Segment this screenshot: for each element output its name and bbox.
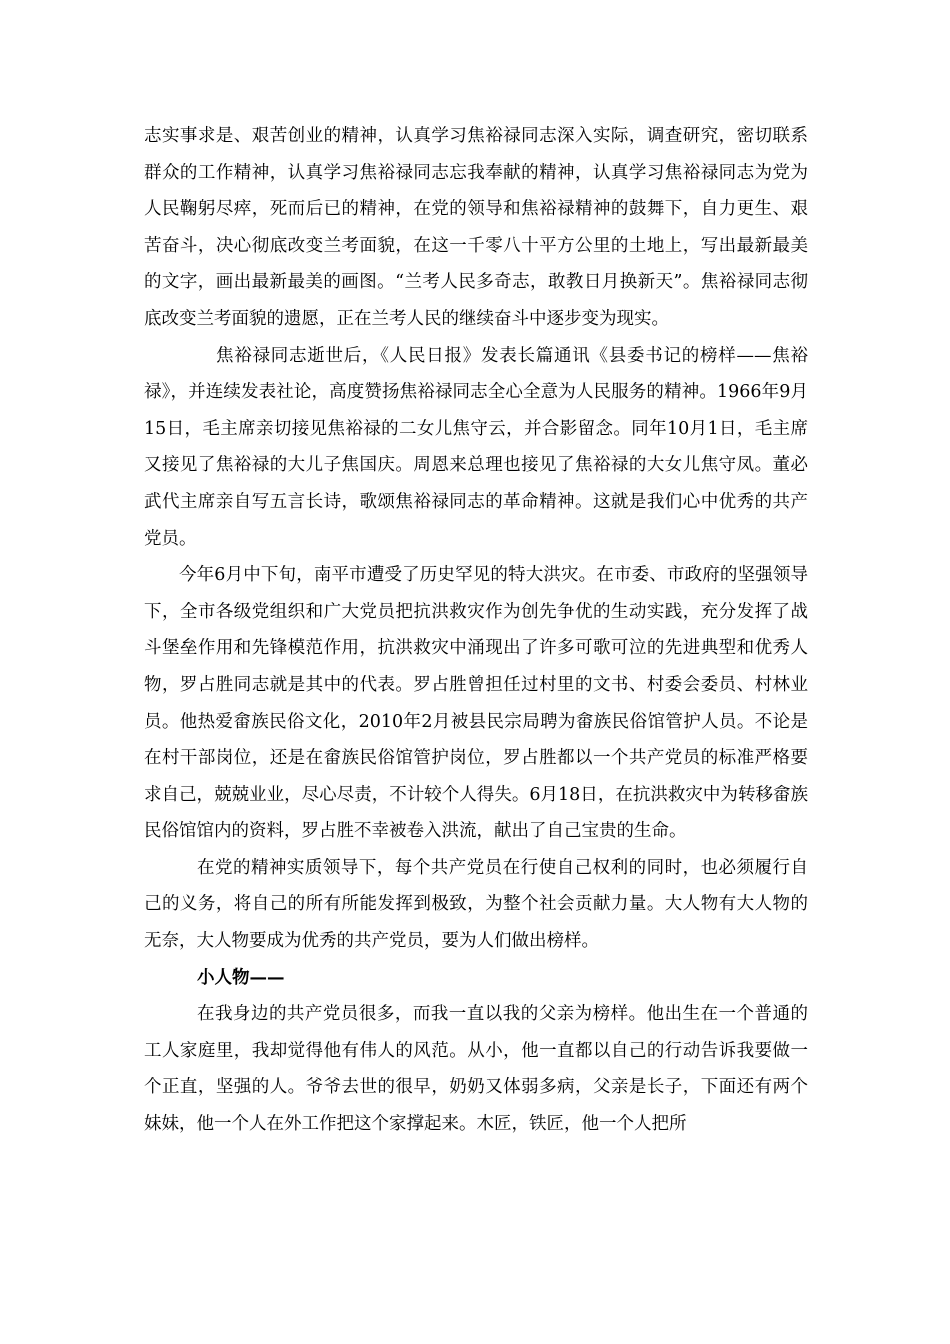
paragraph-jiao-yulu-legacy: 焦裕禄同志逝世后，《人民日报》发表长篇通讯《县委书记的榜样——焦裕禄》，并连续发表社论，高度赞扬焦裕禄同志全心全意为人民服务的精神。1966年9月15日，毛主席亲切接见焦裕禄的二女儿焦守云，并合影留念。同年10月1日，毛主席又接见了焦裕禄的大儿子焦国庆。周恩来总理也接见了焦裕禄的大女儿焦守凤。董必武代主席亲自写五言长诗，歌颂焦裕禄同志的革命精神。这就是我们心中优秀的共产党员。 [144, 345, 808, 549]
paragraph-flood-luo-zhansheng: 今年6月中下旬，南平市遭受了历史罕见的特大洪灾。在市委、市政府的坚强领导下，全市各级党组织和广大党员把抗洪救灾作为创先争优的生动实践，充分发挥了战斗堡垒作用和先锋模范作用，抗洪救灾中涌现出了许多可歌可泣的先进典型和优秀人物，罗占胜同志就是其中的代表。罗占胜曾担任过村里的文书、村委会委员、村林业员。他热爱畲族民俗文化，2010年2月被县民宗局聘为畲族民俗馆管护人员。不论是在村干部岗位，还是在畲族民俗馆管护岗位，罗占胜都以一个共产党员的标准严格要求自己，兢兢业业，尽心尽责，不计较个人得失。6月18日，在抗洪救灾中为转移畲族民俗馆馆内的资料，罗占胜不幸被卷入洪流，献出了自己宝贵的生命。 [144, 565, 808, 842]
document-page [144, 118, 808, 1143]
paragraph-party-duty: 在党的精神实质领导下，每个共产党员在行使自己权利的同时，也必须履行自己的义务，将自己的所有所能发挥到极致，为整个社会贡献力量。大人物有大人物的无奈，大人物要成为优秀的共产党员，要为人们做出榜样。 [144, 857, 808, 952]
paragraph-jiao-yulu-spirit: 志实事求是、艰苦创业的精神，认真学习焦裕禄同志深入实际，调查研究，密切联系群众的工作精神，认真学习焦裕禄同志忘我奉献的精神，认真学习焦裕禄同志为党为人民鞠躬尽瘁，死而后已的精神，在党的领导和焦裕禄精神的鼓舞下，自力更生、艰苦奋斗，决心彻底改变兰考面貌，在这一千零八十平方公里的土地上，写出最新最美的文字，画出最新最美的画图。“兰考人民多奇志，敢教日月换新天”。焦裕禄同志彻底改变兰考面貌的遗愿，正在兰考人民的继续奋斗中逐步变为现实。 [144, 126, 808, 329]
section-heading: 小人物—— [197, 967, 285, 988]
paragraph-father: 在我身边的共产党员很多，而我一直以我的父亲为榜样。他出生在一个普通的工人家庭里，我却觉得他有伟人的风范。从小，他一直都以自己的行动告诉我要做一个正直，坚强的人。爷爷去世的很早，奶奶又体弱多病，父亲是长子，下面还有两个妹妹，他一个人在外工作把这个家撑起来。木匠，铁匠，他一个人把所 [144, 1004, 808, 1135]
